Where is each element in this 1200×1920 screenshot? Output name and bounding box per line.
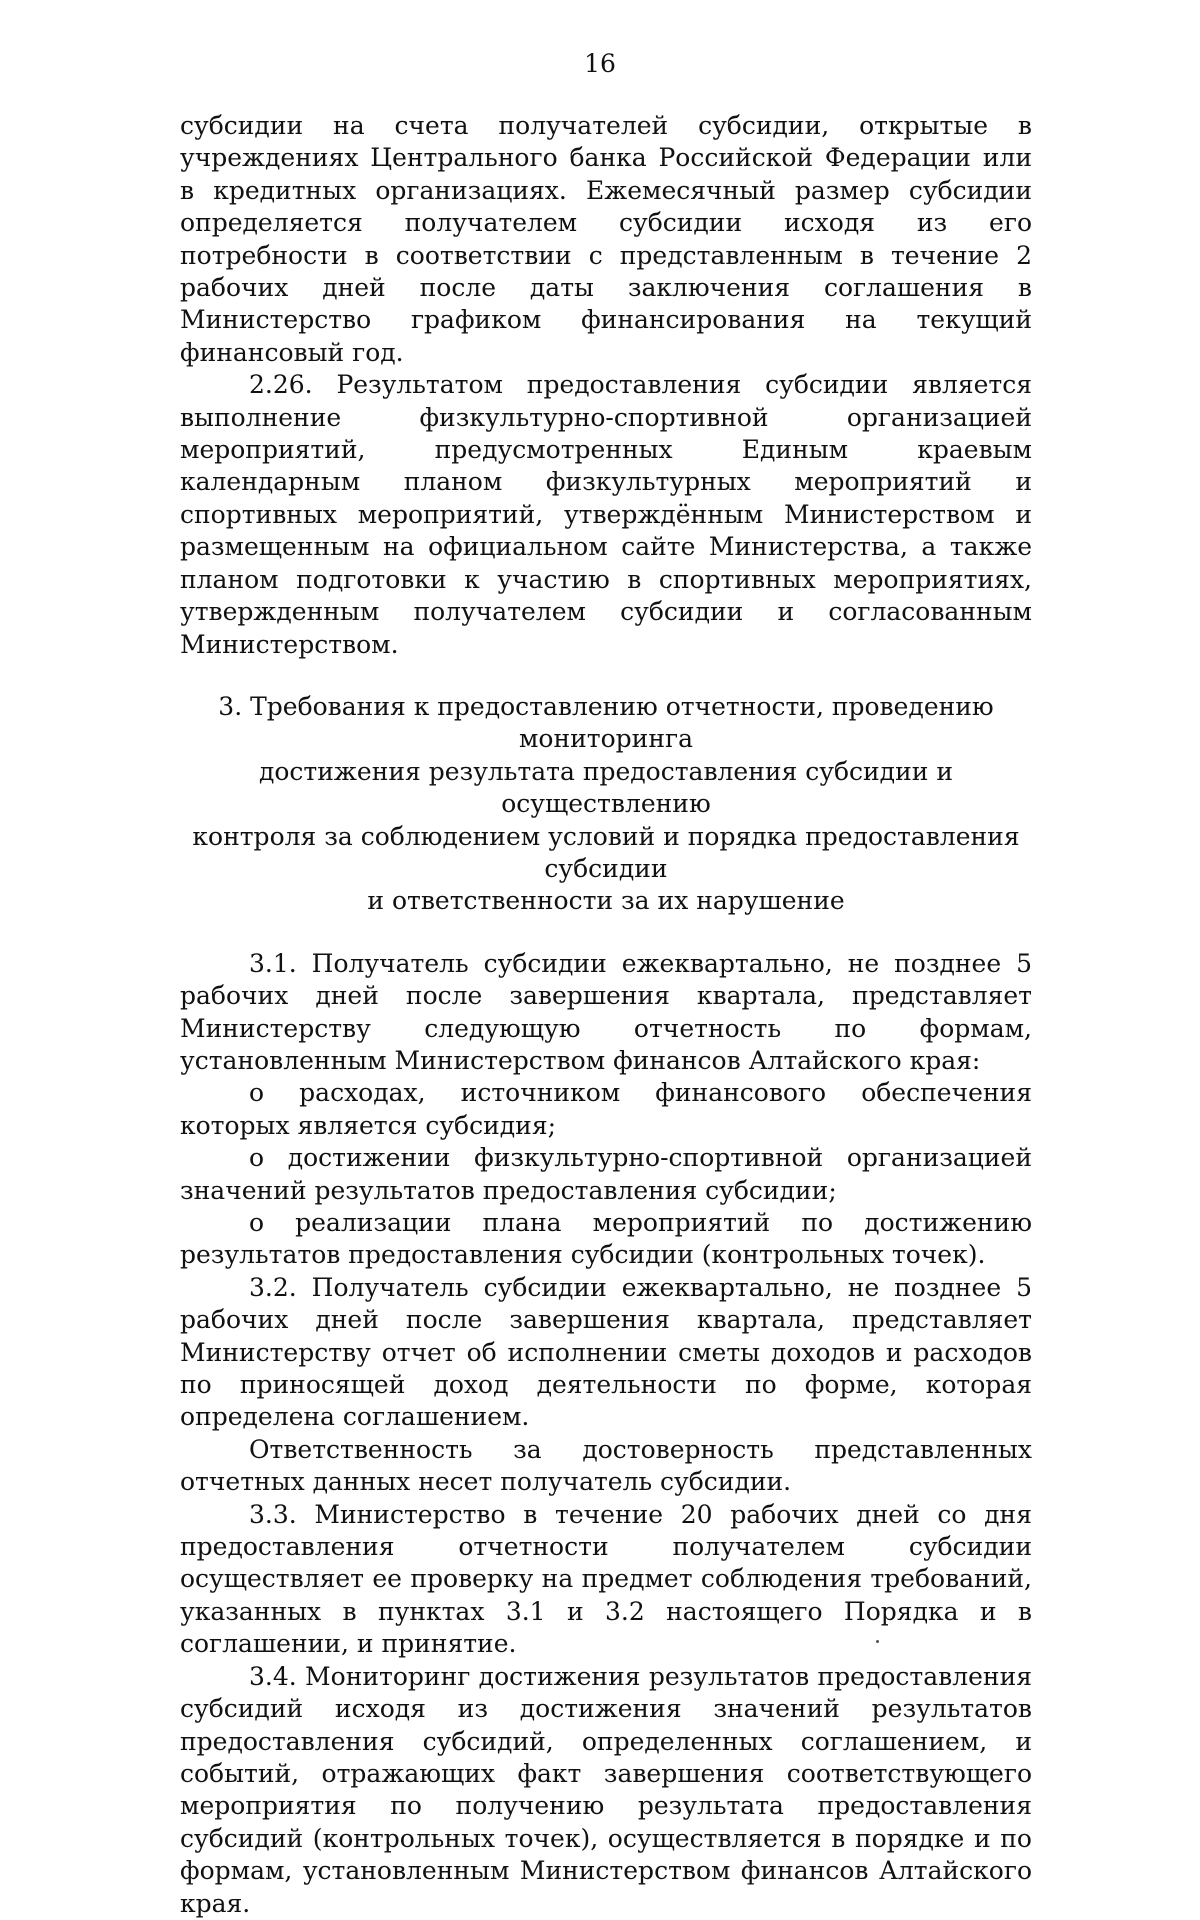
list-item-expenses: о расходах, источником финансового обеспечения которых является субсидия;	[180, 1078, 1032, 1140]
paragraph-3-2: 3.2. Получатель субсидии ежеквартально, не позднее 5 рабочих дней после завершения квартала, представляет Министерству отчет об исполнении сметы доходов и расходов по приносящей доход деятельности по форме, которая определена соглашением.	[180, 1272, 1032, 1432]
heading-line: и ответственности за их нарушение	[367, 886, 845, 916]
paragraph-3-1: 3.1. Получатель субсидии ежеквартально, не позднее 5 рабочих дней после завершения квартала, представляет Министерству следующую отчетность по формам, установленным Министерством финансов Алтайского края:	[180, 948, 1032, 1075]
page-number: 16	[584, 49, 616, 78]
paragraph-continuation: субсидии на счета получателей субсидии, открытые в учреждениях Центрального банка Российской Федерации или в кредитных организациях. Ежемесячный размер субсидии определяется получателем субсидии исходя из его потребности в соответствии с представленным в течение 2 рабочих дней после даты заключения соглашения в Министерство графиком финансирования на текущий финансовый год.	[180, 111, 1032, 367]
list-item-achievement: о достижении физкультурно-спортивной организацией значений результатов предоставления субсидии;	[180, 1143, 1032, 1205]
document-body	[180, 110, 1032, 1920]
paragraph-responsibility: Ответственность за достоверность представленных отчетных данных несет получатель субсидии.	[180, 1434, 1032, 1497]
section-heading-3	[180, 691, 1032, 918]
list-item-plan: о реализации плана мероприятий по достижению результатов предоставления субсидии (контрольных точек).	[180, 1208, 1032, 1270]
scan-speck	[876, 1640, 879, 1643]
paragraph-3-4: 3.4. Мониторинг достижения результатов предоставления субсидий исходя из достижения значений результатов предоставления субсидий, определенных соглашением, и событий, отражающих факт завершения соответствующего мероприятия по получению результата предоставления субсидий (контрольных точек), осуществляется в порядке и по формам, установленным Министерством финансов Алтайского края.	[180, 1661, 1032, 1918]
heading-line: 3. Требования к предоставлению отчетности, проведению мониторинга	[218, 691, 994, 754]
paragraph-3-3: 3.3. Министерство в течение 20 рабочих дней со дня предоставления отчетности получателем субсидии осуществляет ее проверку на предмет соблюдения требований, указанных в пунктах 3.1 и 3.2 настоящего Порядка и в соглашении, и принятие.	[180, 1499, 1032, 1659]
paragraph-2-26: 2.26. Результатом предоставления субсидии является выполнение физкультурно-спортивной организацией мероприятий, предусмотренных Единым краевым календарным планом физкультурных мероприятий и спортивных мероприятий, утверждённым Министерством и размещенным на официальном сайте Министерства, а также планом подготовки к участию в спортивных мероприятиях, утвержденным получателем субсидии и согласованным Министерством.	[180, 370, 1032, 659]
heading-line: достижения результата предоставления субсидии и осуществлению	[258, 756, 954, 819]
heading-line: контроля за соблюдением условий и порядка предоставления субсидии	[192, 821, 1020, 883]
